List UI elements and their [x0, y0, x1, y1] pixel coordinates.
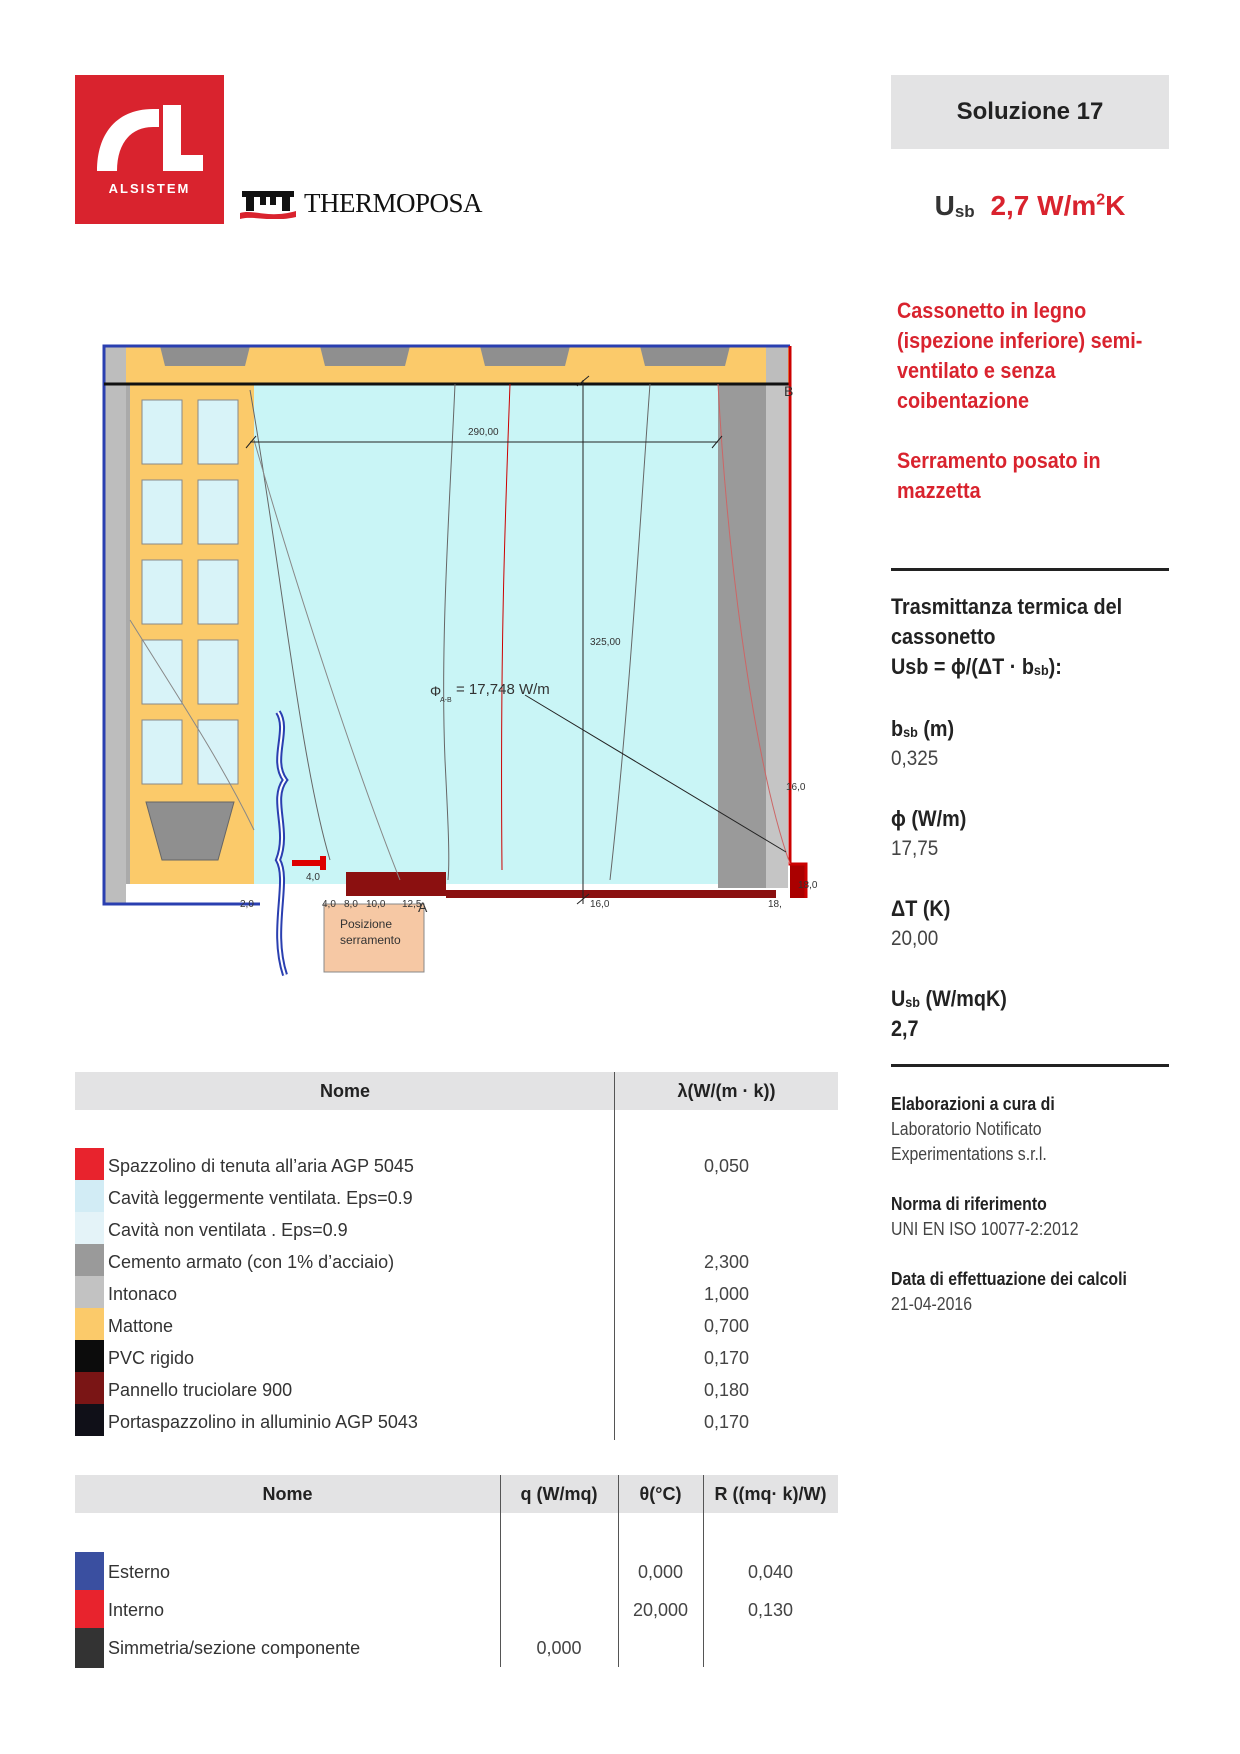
materials-col-lambda: λ(W/(m · k)): [677, 1080, 776, 1101]
boundary-name: Interno: [108, 1600, 165, 1620]
usb-label: $U_{sb}$ (W/mqK): [891, 986, 1007, 1011]
material-lambda: 0,170: [703, 1348, 750, 1368]
thermal-section-drawing: [95, 335, 825, 995]
label-125: 12,5: [402, 899, 422, 910]
color-swatch: [75, 1276, 104, 1308]
material-name: PVC rigido: [108, 1348, 195, 1368]
dim-height-label: 325,00: [590, 637, 621, 648]
material-name: Cavità non ventilata . Eps=0.9: [108, 1220, 348, 1240]
label-4: 4,0: [306, 872, 320, 883]
usb-headline-label: $U_{sb}$: [934, 190, 975, 221]
table-row: [75, 1340, 838, 1370]
point-a-label: A: [418, 899, 428, 915]
table-row: [75, 1180, 838, 1210]
posizione-label-2: serramento: [340, 933, 401, 947]
materials-table-header: [75, 1072, 838, 1110]
elaboration-label: Elaborazioni a cura di: [891, 1094, 1055, 1114]
alsistem-symbol-icon: [75, 75, 224, 179]
materials-col-name: Nome: [319, 1080, 370, 1101]
material-lambda: 0,700: [703, 1316, 750, 1336]
elaboration-value-2: Experimentations s.r.l.: [891, 1144, 1047, 1164]
material-lambda: 2,300: [703, 1252, 750, 1272]
label-18: 18,0: [798, 880, 818, 891]
material-lambda: 1,000: [703, 1284, 750, 1304]
color-swatch: [75, 1628, 104, 1668]
point-b-label: B: [784, 383, 794, 399]
boundary-col-r: R ((mq· k)/W): [714, 1483, 827, 1504]
results-formula: Usb = $\phi/(\Delta T \cdot b_{sb})$:: [891, 654, 1062, 679]
boundary-col-q: q (W/mq): [520, 1483, 598, 1504]
boundary-name: Esterno: [108, 1562, 171, 1582]
norma-value: UNI EN ISO 10077-2:2012: [891, 1219, 1079, 1239]
divider: [891, 568, 1169, 571]
table-row: [75, 1552, 838, 1590]
solution-description: Cassonetto in legno (ispezione inferiore) semi-ventilato e senza coibentazione: [897, 298, 1143, 413]
phi-label: ϕ (W/m): [891, 806, 967, 831]
color-swatch: [75, 1212, 104, 1244]
usb-headline-value: 2,7 $W/m^2K$: [990, 190, 1126, 221]
table-row: [75, 1590, 838, 1628]
boundary-table-body: [75, 1552, 838, 1668]
color-swatch: [75, 1340, 104, 1372]
usb-headline: [891, 190, 1169, 222]
thermoposa-text: THERMOPOSA: [304, 188, 483, 218]
table-row: [75, 1372, 838, 1402]
material-name: Cemento armato (con 1% d’acciaio): [108, 1252, 395, 1272]
material-name: Pannello truciolare 900: [108, 1380, 293, 1400]
material-name: Mattone: [108, 1316, 174, 1336]
thermoposa-symbol-icon: [240, 189, 296, 219]
usb-value: 2,7: [891, 1016, 919, 1041]
flux-symbol: Φ: [430, 683, 442, 699]
boundary-r: 0,130: [747, 1600, 794, 1620]
table-row: [75, 1276, 838, 1306]
date-value: 21-04-2016: [891, 1294, 973, 1314]
material-name: Cavità leggermente ventilata. Eps=0.9: [108, 1188, 413, 1208]
phi-value: 17,75: [891, 837, 939, 860]
label-2: 2,0: [240, 899, 254, 910]
boundary-col-name: Nome: [262, 1483, 313, 1504]
color-swatch: [75, 1590, 104, 1628]
flux-value: = 17,748 W/m: [456, 681, 550, 698]
label-18b: 18,: [768, 899, 782, 910]
material-lambda: 0,170: [703, 1412, 750, 1432]
table-row: [75, 1404, 838, 1434]
results-heading: Trasmittanza termica del cassonetto: [891, 594, 1123, 649]
norma-label: Norma di riferimento: [891, 1194, 1047, 1214]
boundary-q: 0,000: [536, 1638, 582, 1658]
boundary-r: 0,040: [747, 1562, 794, 1582]
table-row: [75, 1212, 838, 1242]
elaboration-value-1: Laboratorio Notificato: [891, 1119, 1042, 1139]
table-row: [75, 1628, 838, 1668]
label-16b: 16,0: [590, 899, 610, 910]
color-swatch: [75, 1552, 104, 1590]
color-swatch: [75, 1244, 104, 1276]
label-4b: 4,0: [322, 899, 336, 910]
boundary-theta: 0,000: [637, 1562, 684, 1582]
solution-subtitle: Serramento posato in mazzetta: [897, 448, 1101, 503]
table-row: [75, 1308, 838, 1338]
alsistem-logo: [75, 75, 224, 224]
thermoposa-logo: [240, 188, 482, 219]
bsb-value: 0,325: [891, 747, 939, 770]
boundary-name: Simmetria/sezione componente: [108, 1638, 361, 1658]
color-swatch: [75, 1148, 104, 1180]
table-row: [75, 1148, 838, 1178]
material-lambda: 0,180: [703, 1380, 750, 1400]
solution-title: Soluzione 17: [891, 75, 1169, 149]
material-name: Spazzolino di tenuta all’aria AGP 5045: [108, 1156, 414, 1176]
flux-subscript: A-B: [440, 697, 452, 704]
delta-t-value: 20,00: [891, 927, 939, 950]
color-swatch: [75, 1180, 104, 1212]
boundary-table-header: [75, 1475, 838, 1513]
material-lambda: 0,050: [703, 1156, 750, 1176]
posizione-label-1: Posizione: [340, 917, 393, 931]
delta-t-label: ΔT (K): [891, 896, 951, 921]
bsb-label: $b_{sb}$ (m): [891, 716, 955, 741]
logo-text: ALSISTEM: [108, 181, 191, 196]
label-10: 10,0: [366, 899, 386, 910]
label-16: 16,0: [786, 782, 806, 793]
color-swatch: [75, 1372, 104, 1404]
color-swatch: [75, 1404, 104, 1436]
label-8: 8,0: [344, 899, 358, 910]
table-row: [75, 1244, 838, 1274]
materials-table-body: [75, 1148, 838, 1440]
boundary-col-theta: θ(°C): [639, 1483, 682, 1504]
boundary-theta: 20,000: [632, 1600, 689, 1620]
material-name: Intonaco: [108, 1284, 178, 1304]
date-label: Data di effettuazione dei calcoli: [891, 1269, 1127, 1289]
dim-width-label: 290,00: [468, 427, 499, 438]
divider: [891, 1064, 1169, 1067]
color-swatch: [75, 1308, 104, 1340]
material-name: Portaspazzolino in alluminio AGP 5043: [108, 1412, 418, 1432]
